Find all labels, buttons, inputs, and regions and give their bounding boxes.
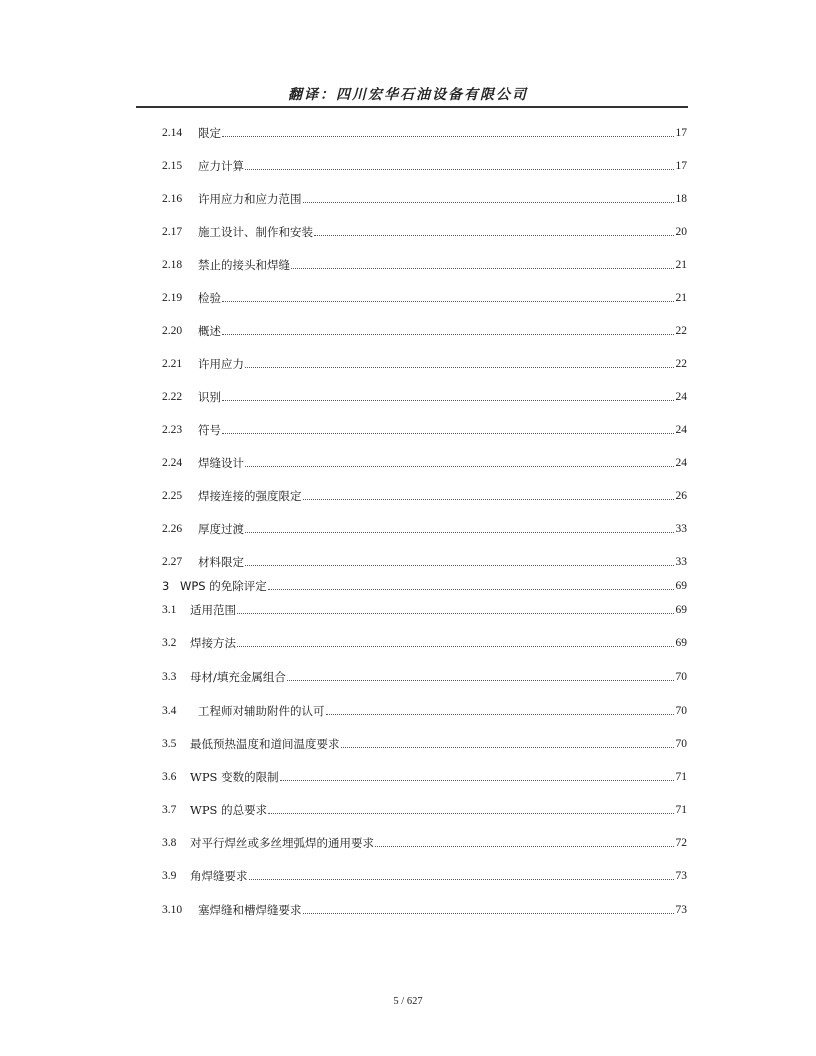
toc-leader-dots	[341, 747, 674, 748]
toc-entry-number: 2.18	[162, 259, 183, 271]
toc-entry-page: 24	[675, 391, 687, 403]
toc-entry-number: 3.3	[162, 671, 177, 683]
toc-entry[interactable]	[162, 553, 687, 569]
toc-entry-number: 2.26	[162, 523, 183, 535]
toc-entry-title: 施工设计、制作和安装	[198, 225, 313, 239]
toc-leader-dots	[303, 913, 674, 914]
toc-entry-title: 许用应力	[198, 357, 244, 371]
toc-leader-dots	[222, 433, 674, 434]
toc-entry[interactable]	[162, 801, 687, 817]
toc-leader-dots	[303, 499, 674, 500]
toc-entry-page: 73	[675, 870, 687, 882]
toc-leader-dots	[249, 879, 674, 880]
toc-entry[interactable]	[162, 768, 687, 784]
toc-entry-title: 塞焊缝和槽焊缝要求	[198, 903, 302, 917]
toc-entry-page: 24	[675, 457, 687, 469]
toc-leader-dots	[237, 613, 674, 614]
toc-entry[interactable]	[162, 355, 687, 371]
toc-entry-title: 符号	[198, 423, 221, 437]
toc-entry[interactable]	[162, 520, 687, 536]
toc-entry-number: 3.7	[162, 804, 177, 816]
toc-entry-page: 17	[675, 127, 687, 139]
toc-entry[interactable]	[162, 702, 687, 718]
toc-entry-title: 应力计算	[198, 159, 244, 173]
toc-leader-dots	[314, 235, 674, 236]
toc-entry[interactable]	[162, 256, 687, 272]
toc-entry-page: 22	[675, 358, 687, 370]
toc-entry-number: 3.6	[162, 771, 177, 783]
toc-leader-dots	[287, 680, 674, 681]
toc-entry-title: 工程师对辅助附件的认可	[198, 704, 325, 718]
toc-leader-dots	[280, 780, 674, 781]
toc-entry[interactable]	[162, 634, 687, 650]
toc-entry[interactable]	[162, 834, 687, 850]
toc-entry-title: 焊缝设计	[198, 456, 244, 470]
toc-entry-title: WPS 的免除评定	[180, 579, 267, 593]
toc-entry-number: 3.5	[162, 738, 177, 750]
toc-entry-page: 71	[675, 771, 687, 783]
toc-entry-number: 2.16	[162, 193, 183, 205]
toc-entry-number: 3.9	[162, 870, 177, 882]
toc-entry-page: 24	[675, 424, 687, 436]
toc-entry-number: 3.4	[162, 705, 177, 717]
toc-entry-number: 2.24	[162, 457, 183, 469]
toc-entry-number: 2.25	[162, 490, 183, 502]
toc-leader-dots	[245, 466, 674, 467]
toc-entry-page: 69	[675, 637, 687, 649]
toc-leader-dots	[222, 334, 674, 335]
toc-entry-title: 禁止的接头和焊缝	[198, 258, 290, 272]
toc-entry-title: 角焊缝要求	[190, 869, 248, 883]
toc-entry[interactable]	[162, 601, 687, 617]
toc-entry-page: 70	[675, 671, 687, 683]
toc-leader-dots	[268, 813, 673, 814]
toc-entry-number: 2.21	[162, 358, 183, 370]
toc-entry-page: 21	[675, 292, 687, 304]
toc-entry-title: 焊接连接的强度限定	[198, 489, 302, 503]
toc-entry[interactable]	[162, 322, 687, 338]
toc-entry-page: 33	[675, 556, 687, 568]
toc-leader-dots	[303, 202, 674, 203]
toc-entry-page: 21	[675, 259, 687, 271]
toc-entry-title: 材料限定	[198, 555, 244, 569]
toc-entry-number: 3.1	[162, 604, 177, 616]
toc-leader-dots	[291, 268, 674, 269]
toc-entry-title: 许用应力和应力范围	[198, 192, 302, 206]
toc-entry[interactable]	[162, 668, 687, 684]
toc-entry-title: 焊接方法	[190, 636, 236, 650]
toc-entry[interactable]	[162, 190, 687, 206]
toc-leader-dots	[245, 367, 674, 368]
toc-entry-page: 70	[675, 738, 687, 750]
toc-entry-title: 最低预热温度和道间温度要求	[190, 737, 340, 751]
toc-entry-page: 22	[675, 325, 687, 337]
toc-entry-page: 71	[675, 804, 687, 816]
toc-entry-page: 26	[675, 490, 687, 502]
toc-entry-page: 69	[675, 580, 687, 592]
toc-entry-number: 3.8	[162, 837, 177, 849]
toc-entry[interactable]	[162, 867, 687, 883]
toc-entry-number: 2.22	[162, 391, 183, 403]
toc-entry-page: 73	[675, 904, 687, 916]
toc-entry-page: 33	[675, 523, 687, 535]
toc-entry-number: 3.2	[162, 637, 177, 649]
toc-entry[interactable]	[162, 735, 687, 751]
toc-entry[interactable]	[162, 421, 687, 437]
toc-entry[interactable]	[162, 487, 687, 503]
toc-entry[interactable]	[162, 223, 687, 239]
toc-entry[interactable]	[162, 157, 687, 173]
toc-entry-title: 对平行焊丝或多丝埋弧焊的通用要求	[190, 836, 374, 850]
toc-entry[interactable]	[162, 289, 687, 305]
toc-leader-dots	[268, 589, 674, 590]
toc-leader-dots	[222, 136, 674, 137]
document-header: 翻译：四川宏华石油设备有限公司	[288, 87, 528, 103]
toc-leader-dots	[222, 400, 674, 401]
toc-entry-number: 2.23	[162, 424, 183, 436]
toc-entry-title: WPS 的总要求	[190, 803, 268, 817]
toc-entry-number: 2.27	[162, 556, 183, 568]
toc-entry-page: 17	[675, 160, 687, 172]
toc-entry[interactable]	[162, 124, 687, 140]
toc-entry-number: 2.19	[162, 292, 183, 304]
toc-entry-page: 18	[675, 193, 687, 205]
toc-entry-number: 3	[162, 579, 170, 593]
toc-leader-dots	[245, 565, 674, 566]
toc-leader-dots	[237, 646, 674, 647]
toc-leader-dots	[375, 846, 674, 847]
toc-chapter-entry[interactable]	[162, 577, 687, 593]
toc-entry-number: 2.15	[162, 160, 183, 172]
toc-leader-dots	[326, 714, 674, 715]
toc-entry[interactable]	[162, 454, 687, 470]
toc-entry-title: 限定	[198, 126, 221, 140]
toc-leader-dots	[245, 169, 674, 170]
toc-entry-title: 识别	[198, 390, 221, 404]
toc-entry-number: 2.14	[162, 127, 183, 139]
toc-entry-title: 厚度过渡	[198, 522, 244, 536]
toc-entry-number: 3.10	[162, 904, 183, 916]
toc-entry-number: 2.20	[162, 325, 183, 337]
toc-entry-title: 适用范围	[190, 603, 236, 617]
toc-entry[interactable]	[162, 901, 687, 917]
toc-entry-number: 2.17	[162, 226, 183, 238]
toc-entry-title: 检验	[198, 291, 221, 305]
toc-entry-page: 69	[675, 604, 687, 616]
toc-entry[interactable]	[162, 388, 687, 404]
toc-entry-page: 70	[675, 705, 687, 717]
toc-entry-page: 20	[675, 226, 687, 238]
toc-entry-title: 母材/填充金属组合	[190, 670, 286, 684]
toc-leader-dots	[222, 301, 674, 302]
page-number: 5 / 627	[393, 996, 423, 1007]
toc-entry-page: 72	[675, 837, 687, 849]
toc-entry-title: WPS 变数的限制	[190, 770, 279, 784]
toc-leader-dots	[245, 532, 674, 533]
toc-entry-title: 概述	[198, 324, 221, 338]
